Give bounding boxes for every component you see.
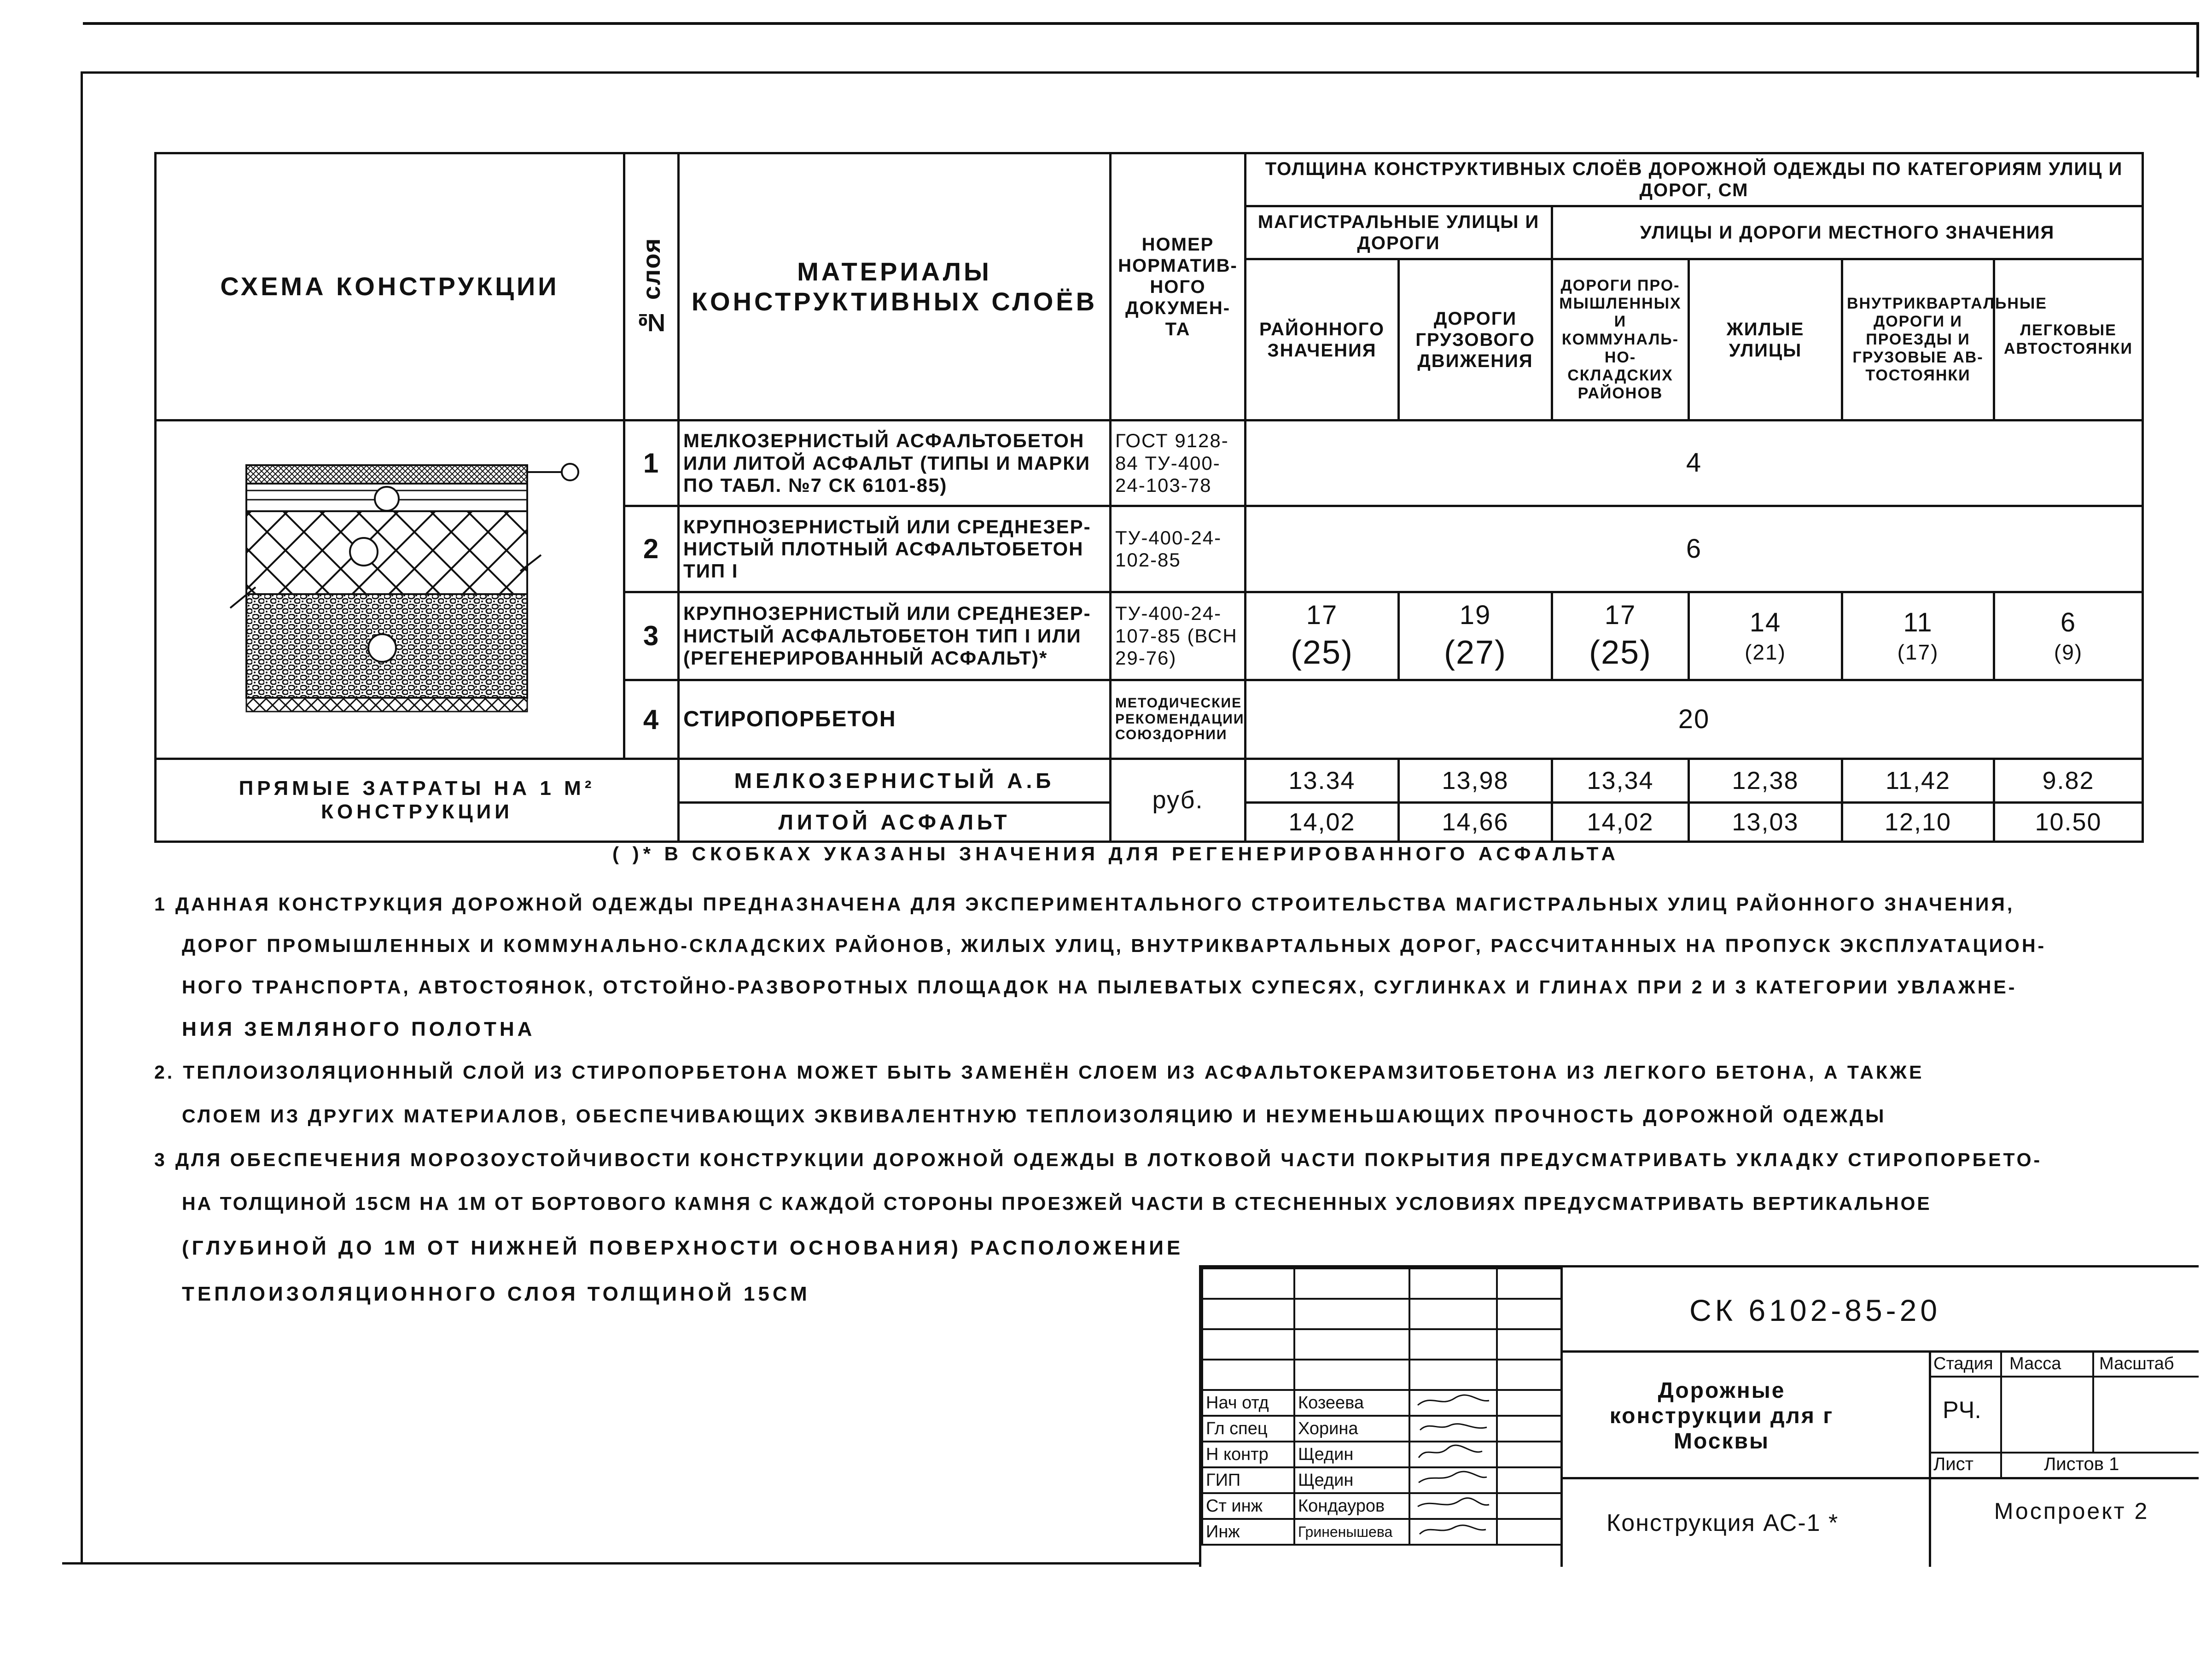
cost-value: 10.50 [1994, 803, 2143, 842]
tb-line [2000, 1350, 2002, 1452]
costs-material-1: МЕЛКОЗЕРНИСТЫЙ А.Б [679, 759, 1111, 803]
sheet-label: Лист [1933, 1454, 1973, 1474]
frame-bottom [62, 1562, 1199, 1565]
frame-right [2196, 22, 2199, 77]
layer-3-value-cell [1246, 592, 1399, 680]
stage-label: Стадия [1933, 1354, 1993, 1373]
empty-cell [1497, 1442, 1561, 1467]
title-block [1199, 1265, 2199, 1567]
mass-label: Масса [2009, 1354, 2061, 1373]
person-name: Гриненышева [1294, 1519, 1409, 1545]
tb-line [1929, 1452, 2199, 1454]
signature [1409, 1416, 1497, 1442]
cost-value: 14,02 [1246, 803, 1399, 842]
document-subtitle: Конструкция АС-1 * [1607, 1510, 1839, 1536]
tb-line [1560, 1477, 2199, 1479]
organization: Моспроект 2 [1994, 1498, 2149, 1524]
layer-2-thickness: 6 [1246, 506, 2143, 592]
layer-4-thickness: 20 [1246, 680, 2143, 759]
empty-cell [1497, 1493, 1561, 1519]
tb-line [2092, 1350, 2094, 1452]
layer-4-no: 4 [624, 680, 679, 759]
layer-1-doc: ГОСТ 9128-84 ТУ-400-24-103-78 [1111, 420, 1246, 506]
layer-3-value-alt: (21) [1745, 640, 1786, 665]
note-1-number: 1 [154, 893, 167, 915]
cost-value: 14,66 [1399, 803, 1552, 842]
note-2-line-1 [154, 1062, 1924, 1083]
layer-1-material: МЕЛКОЗЕРНИСТЫЙ АСФАЛЬТОБЕТОН ИЛИ ЛИТОЙ АСФАЛЬТ (ТИПЫ И МАРКИ ПО ТАБЛ. №7 СК 6101-85) [679, 420, 1111, 506]
tb-line [1929, 1376, 2199, 1378]
layer-1-no: 1 [624, 420, 679, 506]
layer-1-thickness: 4 [1246, 420, 2143, 506]
empty-cell [1497, 1467, 1561, 1493]
role-label: Н контр [1202, 1442, 1294, 1467]
stage-value: РЧ. [1943, 1397, 1981, 1424]
signature [1409, 1467, 1497, 1493]
note-1-line-3: НОГО ТРАНСПОРТА, АВТОСТОЯНОК, ОТСТОЙНО-РАЗВОРОТНЫХ ПЛОЩАДОК НА ПЫЛЕВАТЫХ СУПЕСЯХ, СУГЛИНКАХ И ГЛИНАХ ПРИ 2 И 3 КАТЕГОРИИ УВЛАЖНЕ- [182, 976, 2017, 998]
col-header-freight: ДОРОГИ ГРУЗОВОГО ДВИЖЕНИЯ [1399, 259, 1552, 420]
scale-label: Масштаб [2099, 1354, 2174, 1373]
empty-cell [1202, 1299, 1294, 1329]
note-1-line-1 [154, 893, 2014, 915]
layer-3-value-cell [1399, 592, 1552, 680]
note-1-line-4: НИЯ ЗЕМЛЯНОГО ПОЛОТНА [182, 1018, 536, 1040]
note-2-line-2: СЛОЕМ ИЗ ДРУГИХ МАТЕРИАЛОВ, ОБЕСПЕЧИВАЮЩИХ ЭКВИВАЛЕНТНУЮ ТЕПЛОИЗОЛЯЦИЮ И НЕУМЕНЬШАЮЩИХ ПРОЧНОСТЬ ДОРОЖНОЙ ОДЕЖДЫ [182, 1105, 1886, 1127]
header-group-local: УЛИЦЫ И ДОРОГИ МЕСТНОГО ЗНАЧЕНИЯ [1552, 206, 2143, 259]
note-3-line-1 [154, 1149, 2042, 1171]
empty-cell [1497, 1519, 1561, 1545]
note-2-text: ТЕПЛОИЗОЛЯЦИОННЫЙ СЛОЙ ИЗ СТИРОПОРБЕТОНА МОЖЕТ БЫТЬ ЗАМЕНЁН СЛОЕМ ИЗ АСФАЛЬТОКЕРАМЗИТОБЕТОНА ИЗ ЛЕГКОГО БЕТОНА, А ТАКЖЕ [183, 1062, 1924, 1083]
header-layer-no: № слоя [624, 153, 679, 420]
note-2-number: 2. [154, 1062, 175, 1083]
tb-line [1560, 1350, 2199, 1353]
header-group-main: МАГИСТРАЛЬНЫЕ УЛИЦЫ И ДОРОГИ [1246, 206, 1552, 259]
cost-value: 14,02 [1552, 803, 1689, 842]
role-label: Нач отд [1202, 1390, 1294, 1416]
empty-cell [1409, 1329, 1497, 1360]
empty-cell [1202, 1360, 1294, 1390]
table-footnote: ( )* В СКОБКАХ УКАЗАНЫ ЗНАЧЕНИЯ ДЛЯ РЕГЕНЕРИРОВАННОГО АСФАЛЬТА [612, 843, 1619, 864]
signature [1409, 1519, 1497, 1545]
layer-3-value-cell [1552, 592, 1689, 680]
layer-4-doc: МЕТОДИЧЕСКИЕ РЕКОМЕНДАЦИИ СОЮЗДОРНИИ [1111, 680, 1246, 759]
note-1-text: ДАННАЯ КОНСТРУКЦИЯ ДОРОЖНОЙ ОДЕЖДЫ ПРЕДНАЗНАЧЕНА ДЛЯ ЭКСПЕРИМЕНТАЛЬНОГО СТРОИТЕЛЬСТВА МАГИСТРАЛЬНЫХ УЛИЦ РАЙОННОГО ЗНАЧЕНИЯ, [175, 893, 2015, 915]
cost-value: 12,10 [1842, 803, 1994, 842]
layer-3-value-alt: (9) [2054, 640, 2083, 665]
person-name: Козеева [1294, 1390, 1409, 1416]
scheme-cell [156, 420, 624, 759]
note-1-line-2: ДОРОГ ПРОМЫШЛЕННЫХ И КОММУНАЛЬНО-СКЛАДСКИХ РАЙОНОВ, ЖИЛЫХ УЛИЦ, ВНУТРИКВАРТАЛЬНЫХ ДОРОГ, РАССЧИТАННЫХ НА ПРОПУСК ЭКСПЛУАТАЦИОН- [182, 935, 2047, 956]
col-header-car-parking: ЛЕГКОВЫЕ АВТОСТОЯНКИ [1994, 259, 2143, 420]
empty-cell [1294, 1299, 1409, 1329]
header-thickness: ТОЛЩИНА КОНСТРУКТИВНЫХ СЛОЁВ ДОРОЖНОЙ ОДЕЖДЫ ПО КАТЕГОРИЯМ УЛИЦ И ДОРОГ, СМ [1246, 153, 2143, 206]
layer-3-doc: ТУ-400-24-107-85 (ВСН 29-76) [1111, 592, 1246, 680]
col-header-residential: ЖИЛЫЕ УЛИЦЫ [1689, 259, 1842, 420]
header-materials: МАТЕРИАЛЫ КОНСТРУКТИВНЫХ СЛОЁВ [679, 153, 1111, 420]
layer-3-value-cell [1689, 592, 1842, 680]
signature [1409, 1493, 1497, 1519]
empty-cell [1202, 1268, 1294, 1299]
empty-cell [1409, 1360, 1497, 1390]
note-3-text: ДЛЯ ОБЕСПЕЧЕНИЯ МОРОЗОУСТОЙЧИВОСТИ КОНСТРУКЦИИ ДОРОЖНОЙ ОДЕЖДЫ В ЛОТКОВОЙ ЧАСТИ ПОКРЫТИЯ ПРЕДУСМАТРИВАТЬ УКЛАДКУ СТИРОПОРБЕТО- [175, 1149, 2043, 1170]
layer-2-doc: ТУ-400-24-102-85 [1111, 506, 1246, 592]
top-rule [83, 22, 2196, 25]
construction-scheme-drawing [157, 421, 621, 753]
cost-value: 9.82 [1994, 759, 2143, 803]
empty-cell [1409, 1268, 1497, 1299]
layer-3-value-cell [1842, 592, 1994, 680]
signatures-table [1201, 1267, 1562, 1546]
col-header-intrablock: ВНУТРИКВАРТАЛЬНЫЕ ДОРОГИ И ПРОЕЗДЫ И ГРУЗОВЫЕ АВ-ТОСТОЯНКИ [1842, 259, 1994, 420]
person-name: Кондауров [1294, 1493, 1409, 1519]
costs-material-2: ЛИТОЙ АСФАЛЬТ [679, 803, 1111, 842]
layer-3-value-alt: (17) [1897, 640, 1939, 665]
sheets-label: Листов 1 [2044, 1454, 2119, 1474]
layer-3-no: 3 [624, 592, 679, 680]
layer-3-value: 17 [1604, 600, 1636, 630]
empty-cell [1497, 1329, 1561, 1360]
layer-3-value-alt: (25) [1290, 634, 1354, 671]
empty-cell [1497, 1390, 1561, 1416]
document-title: Дорожные конструкции для г Москвы [1609, 1378, 1834, 1454]
tb-line [1929, 1350, 1931, 1567]
tb-divider-v [1560, 1267, 1563, 1567]
empty-cell [1497, 1268, 1561, 1299]
empty-cell [1497, 1416, 1561, 1442]
person-name: Щедин [1294, 1442, 1409, 1467]
cost-value: 11,42 [1842, 759, 1994, 803]
empty-cell [1497, 1299, 1561, 1329]
empty-cell [1294, 1268, 1409, 1299]
layer-3-value-alt: (25) [1589, 634, 1652, 671]
signature [1409, 1442, 1497, 1467]
layer-3-value-alt: (27) [1444, 634, 1507, 671]
note-3-number: 3 [154, 1149, 167, 1170]
note-3-line-2: НА ТОЛЩИНОЙ 15СМ НА 1М ОТ БОРТОВОГО КАМНЯ С КАЖДОЙ СТОРОНЫ ПРОЕЗЖЕЙ ЧАСТИ В СТЕСНЕННЫХ УСЛОВИЯХ ПРЕДУСМАТРИВАТЬ ВЕРТИКАЛЬНОЕ [182, 1193, 1932, 1214]
cost-value: 12,38 [1689, 759, 1842, 803]
note-3-line-4: ТЕПЛОИЗОЛЯЦИОННОГО СЛОЯ ТОЛЩИНОЙ 15СМ [182, 1283, 810, 1305]
document-code: СК 6102-85-20 [1689, 1293, 1941, 1327]
empty-cell [1202, 1329, 1294, 1360]
layer-2-no: 2 [624, 506, 679, 592]
layer-3-material: КРУПНОЗЕРНИСТЫЙ ИЛИ СРЕДНЕЗЕР-НИСТЫЙ АСФАЛЬТОБЕТОН ТИП I ИЛИ (РЕГЕНЕРИРОВАННЫЙ АСФАЛЬТ)* [679, 592, 1111, 680]
construction-table [154, 152, 2144, 843]
role-label: Ст инж [1202, 1493, 1294, 1519]
cost-value: 13.34 [1246, 759, 1399, 803]
header-scheme: СХЕМА КОНСТРУКЦИИ [156, 153, 624, 420]
layer-3-value: 11 [1903, 607, 1933, 637]
person-name: Щедин [1294, 1467, 1409, 1493]
signature [1409, 1390, 1497, 1416]
empty-cell [1497, 1360, 1561, 1390]
costs-unit: руб. [1111, 759, 1246, 842]
role-label: Гл спец [1202, 1416, 1294, 1442]
layer-3-value-cell [1994, 592, 2143, 680]
frame-top [81, 71, 2196, 74]
layer-3-value: 17 [1306, 600, 1338, 630]
layer-3-value: 6 [2060, 607, 2077, 637]
cost-value: 13,98 [1399, 759, 1552, 803]
role-label: ГИП [1202, 1467, 1294, 1493]
empty-cell [1294, 1360, 1409, 1390]
note-3-line-3: (ГЛУБИНОЙ ДО 1М ОТ НИЖНЕЙ ПОВЕРХНОСТИ ОСНОВАНИЯ) РАСПОЛОЖЕНИЕ [182, 1237, 1184, 1259]
frame-left [81, 71, 83, 1564]
tb-line [2000, 1452, 2002, 1477]
layer-4-material: СТИРОПОРБЕТОН [679, 680, 1111, 759]
header-doc-number: НОМЕР НОРМАТИВ-НОГО ДОКУМЕН-ТА [1111, 153, 1246, 420]
col-header-industrial: ДОРОГИ ПРО-МЫШЛЕННЫХ И КОММУНАЛЬ-НО-СКЛАДСКИХ РАЙОНОВ [1552, 259, 1689, 420]
layer-2-material: КРУПНОЗЕРНИСТЫЙ ИЛИ СРЕДНЕЗЕР-НИСТЫЙ ПЛОТНЫЙ АСФАЛЬТОБЕТОН ТИП I [679, 506, 1111, 592]
empty-cell [1409, 1299, 1497, 1329]
role-label: Инж [1202, 1519, 1294, 1545]
empty-cell [1294, 1329, 1409, 1360]
cost-value: 13,03 [1689, 803, 1842, 842]
layer-3-value: 19 [1459, 600, 1491, 630]
layer-3-value: 14 [1749, 607, 1781, 637]
cost-value: 13,34 [1552, 759, 1689, 803]
person-name: Хорина [1294, 1416, 1409, 1442]
col-header-district: РАЙОННОГО ЗНАЧЕНИЯ [1246, 259, 1399, 420]
costs-label: ПРЯМЫЕ ЗАТРАТЫ НА 1 М² КОНСТРУКЦИИ [156, 759, 679, 842]
